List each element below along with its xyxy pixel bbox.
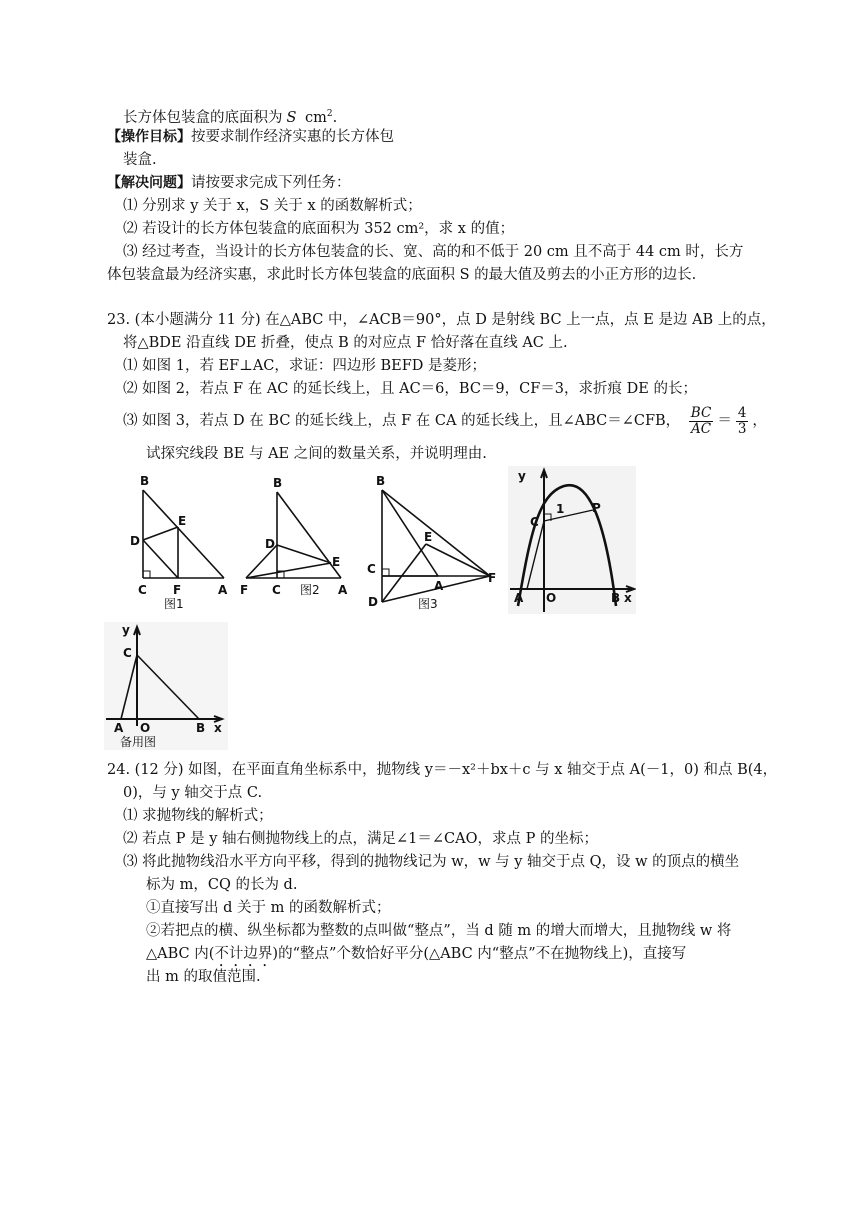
emphasized-text: 不计边界 xyxy=(214,946,273,962)
axis-y-label: y xyxy=(518,469,526,483)
label-b: B xyxy=(196,721,206,735)
figure-1 xyxy=(128,470,230,610)
label-o: O xyxy=(140,721,151,735)
figure-4-parabola xyxy=(508,466,636,614)
label-a: A xyxy=(114,721,124,735)
axis-x-label: x xyxy=(214,721,222,735)
q22-line0: 长方体包装盒的底面积为 S $cm^2$. xyxy=(123,109,338,126)
figure-5-spare xyxy=(104,622,228,750)
label-d: D xyxy=(265,537,275,551)
label-b: B xyxy=(273,476,283,490)
label-c: C xyxy=(272,583,281,597)
fig1-caption: 图1 xyxy=(164,597,184,610)
label-f: F xyxy=(173,583,182,597)
q23-task2: ⑵ 如图 2，若点 F 在 AC 的延长线上，且 AC＝6，BC＝9，CF＝3，求折痕 DE 的长； xyxy=(123,381,697,397)
label-c: C xyxy=(367,562,376,576)
q22-task3b: 体包装盒最为经济实惠，求此时长方体包装盒的底面积 S 的最大值及剪去的小正方形的边长. xyxy=(107,267,697,283)
q24-task2: ⑵ 若点 P 是 y 轴右侧抛物线上的点，满足∠1＝∠CAO，求点 P 的坐标； xyxy=(123,831,598,847)
q22-task3a: ⑶ 经过考查，当设计的长方体包装盒的长、宽、高的和不低于 20 cm 且不高于 44 cm 时，长方 xyxy=(123,244,744,260)
q24-line2: 0)，与 y 轴交于点 C. xyxy=(123,785,263,801)
label-b: B xyxy=(376,474,386,488)
q22-solve: 【解决问题】请按要求完成下列任务： xyxy=(107,175,351,191)
q24-sub2a: ②若把点的横、纵坐标都为整数的点叫做“整点”，当 d 随 m 的增大而增大，且抛物线 w 将 xyxy=(146,923,732,939)
label-a: A xyxy=(434,579,444,593)
fig3-caption: 图3 xyxy=(418,597,438,610)
figure-3 xyxy=(362,470,504,610)
q24-task3b: 标为 m，CQ 的长为 d. xyxy=(146,877,298,893)
q24-task1: ⑴ 求抛物线的解析式； xyxy=(123,808,273,824)
angle-1-label: 1 xyxy=(556,502,565,516)
q22-goal-2: 装盒. xyxy=(123,152,157,168)
q23-task3b: 试探究线段 BE 与 AE 之间的数量关系，并说明理由. xyxy=(146,446,487,462)
q22-goal: 【操作目标】按要求制作经济实惠的长方体包 xyxy=(107,129,394,145)
label-f: F xyxy=(488,571,497,585)
label-d: D xyxy=(130,534,140,548)
q23-line2: 将△BDE 沿直线 DE 折叠，使点 B 的对应点 F 恰好落在直线 AC 上. xyxy=(123,335,568,351)
q23-task3: ⑶ 如图 3，若点 D 在 BC 的延长线上，点 F 在 CA 的延长线上，且∠ABC＝∠CFB， $\frac{BC}{AC}$ ＝ $\frac{4}{3}$ ， xyxy=(123,404,767,437)
fraction-4-3: $\frac{4}{3}$ xyxy=(737,404,747,437)
q22-task1: ⑴ 分别求 y 关于 x，S 关于 x 的函数解析式； xyxy=(123,198,422,214)
label-a: A xyxy=(218,583,228,597)
fraction-bc-ac: $\frac{BC}{AC}$ xyxy=(690,404,712,437)
q24-sub2c: 出 m 的取值范围. xyxy=(146,969,261,985)
label-e: E xyxy=(178,514,187,528)
label-e: E xyxy=(424,530,433,544)
q22-task2: ⑵ 若设计的长方体包装盒的底面积为 352 cm²，求 x 的值； xyxy=(123,221,515,237)
label-e: E xyxy=(332,555,341,569)
q24-task3a: ⑶ 将此抛物线沿水平方向平移，得到的抛物线记为 w，w 与 y 轴交于点 Q，设 w 的顶点的横坐 xyxy=(123,854,740,870)
fig2-caption: 图2 xyxy=(300,583,320,597)
axis-x-label: x xyxy=(624,591,632,605)
label-a: A xyxy=(338,583,348,597)
q24-sub1: ①直接写出 d 关于 m 的函数解析式； xyxy=(146,900,391,916)
q24-sub2b: △ABC 内(不计边界)的“整点”个数恰好平分(△ABC 内“整点”不在抛物线上)，直接写 xyxy=(146,946,687,962)
q24-line1: 24. (12 分) 如图，在平面直角坐标系中，抛物线 y＝－x²＋bx＋c 与 x 轴交于点 A(－1，0) 和点 B(4， xyxy=(107,762,778,778)
label-c: C xyxy=(123,646,132,660)
axis-y-label: y xyxy=(122,623,130,637)
label-d: D xyxy=(368,595,378,609)
label-f: F xyxy=(240,583,249,597)
label-b: B xyxy=(140,474,150,488)
fig5-caption: 备用图 xyxy=(120,735,157,749)
label-b: B xyxy=(611,591,621,605)
label-c: C xyxy=(138,583,147,597)
label-o: O xyxy=(546,591,557,605)
figure-2 xyxy=(236,470,354,610)
q23-task1: ⑴ 如图 1，若 EF⊥AC，求证：四边形 BEFD 是菱形； xyxy=(123,358,487,374)
q23-line1: 23. (本小题满分 11 分) 在△ABC 中，∠ACB＝90°，点 D 是射线 BC 上一点，点 E 是边 AB 上的点， xyxy=(107,312,776,328)
label-a: A xyxy=(514,591,524,605)
label-c: C xyxy=(530,515,539,529)
label-p: P xyxy=(592,501,601,515)
